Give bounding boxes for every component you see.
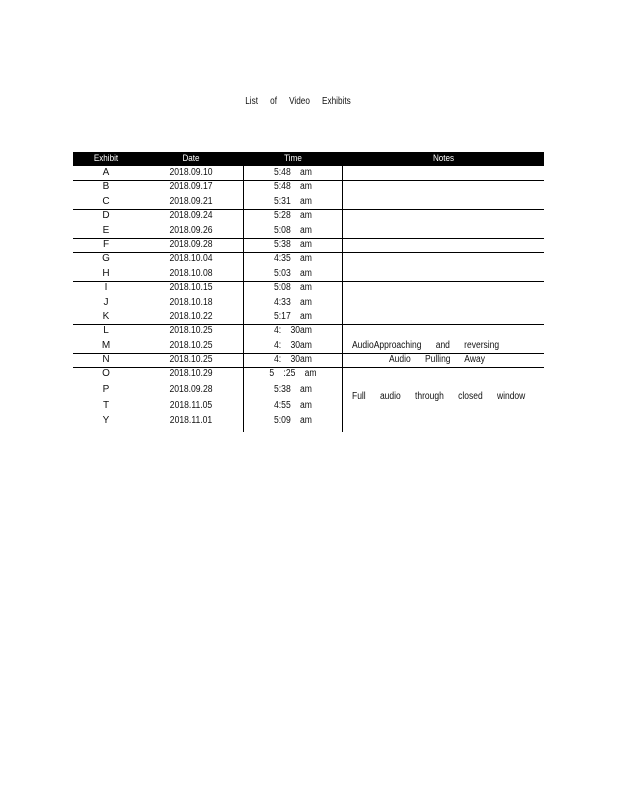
date-cell: 2018.10.25 — [169, 354, 213, 366]
exhibit-cell: A — [102, 167, 110, 178]
time-cell: 5:09 am — [274, 415, 312, 427]
table-row — [73, 310, 544, 324]
time-cell: 4:55 am — [274, 399, 312, 411]
row-group — [73, 353, 544, 367]
time-cell: 5:17 am — [274, 310, 312, 322]
date-cell: 2018.10.04 — [169, 253, 213, 265]
table-row — [73, 414, 544, 430]
date-cell: 2018.10.18 — [169, 296, 213, 308]
header-notes: Notes — [432, 153, 455, 164]
table-header — [73, 152, 544, 166]
notes-cell: Full audio through closed window — [352, 390, 526, 402]
exhibit-cell: E — [102, 224, 110, 236]
date-cell: 2018.09.24 — [169, 210, 213, 222]
date-cell: 2018.09.17 — [169, 181, 213, 193]
date-cell: 2018.11.01 — [169, 415, 213, 427]
exhibit-cell: K — [102, 310, 110, 322]
header-exhibit: Exhibit — [93, 153, 119, 164]
row-group — [73, 367, 544, 429]
time-cell: 5:38 am — [274, 238, 312, 250]
exhibit-cell: D — [102, 210, 110, 222]
table-row — [73, 367, 544, 383]
table-row — [73, 238, 544, 252]
exhibit-cell: N — [102, 354, 110, 366]
notes-cell: Audio Pulling Away — [389, 354, 485, 366]
time-cell: 4: 30am — [274, 325, 312, 337]
time-cell: 4: 30am — [274, 354, 312, 366]
time-cell: 5:48 am — [274, 167, 312, 178]
time-cell: 5:03 am — [274, 267, 312, 279]
row-group — [73, 324, 544, 353]
exhibit-cell: J — [103, 296, 109, 308]
notes-cell: AudioApproaching and reversing — [352, 339, 500, 351]
date-cell: 2018.10.25 — [169, 325, 213, 337]
column-divider-notes — [342, 166, 343, 432]
date-cell: 2018.10.22 — [169, 310, 213, 322]
row-group — [73, 209, 544, 238]
time-cell: 4: 30am — [274, 339, 312, 351]
exhibit-cell: B — [102, 181, 110, 193]
table-row — [73, 281, 544, 295]
time-cell: 4:33 am — [274, 296, 312, 308]
exhibit-cell: H — [102, 267, 110, 279]
exhibits-table — [73, 152, 544, 430]
exhibit-cell: C — [102, 195, 110, 207]
exhibit-cell: O — [102, 368, 110, 380]
table-row — [73, 224, 544, 238]
table-row — [73, 180, 544, 194]
table-row — [73, 296, 544, 310]
date-cell: 2018.09.28 — [169, 238, 213, 250]
exhibit-cell: Y — [102, 415, 110, 427]
exhibit-cell: T — [102, 399, 110, 411]
row-group — [73, 281, 544, 324]
time-cell: 4:35 am — [274, 253, 312, 265]
header-time: Time — [284, 153, 302, 164]
date-cell: 2018.10.15 — [169, 282, 213, 294]
date-cell: 2018.10.08 — [169, 267, 213, 279]
exhibit-cell: P — [102, 384, 110, 396]
page-title: List of Video Exhibits — [245, 96, 351, 107]
table-row — [73, 252, 544, 266]
exhibit-cell: G — [102, 253, 110, 265]
time-cell: 5:08 am — [274, 282, 312, 294]
time-cell: 5:48 am — [274, 181, 312, 193]
table-row — [73, 209, 544, 223]
date-cell: 2018.09.10 — [169, 167, 213, 178]
table-row — [73, 166, 544, 180]
exhibit-cell: M — [101, 339, 111, 351]
exhibit-cell: F — [102, 238, 110, 250]
table-body — [73, 166, 544, 430]
date-cell: 2018.09.26 — [169, 224, 213, 236]
time-cell: 5 :25 am — [269, 368, 317, 380]
row-group — [73, 180, 544, 209]
header-date: Date — [182, 153, 200, 164]
time-cell: 5:31 am — [274, 195, 312, 207]
date-cell: 2018.09.21 — [169, 195, 213, 207]
date-cell: 2018.10.29 — [169, 368, 213, 380]
row-group — [73, 238, 544, 252]
date-cell: 2018.09.28 — [169, 384, 213, 396]
row-group — [73, 166, 544, 180]
time-cell: 5:08 am — [274, 224, 312, 236]
table-row — [73, 195, 544, 209]
exhibit-cell: L — [103, 325, 109, 337]
time-cell: 5:28 am — [274, 210, 312, 222]
time-cell: 5:38 am — [274, 384, 312, 396]
exhibit-cell: I — [104, 282, 108, 294]
date-cell: 2018.11.05 — [169, 399, 213, 411]
row-group — [73, 252, 544, 281]
table-row — [73, 324, 544, 338]
column-divider-time — [243, 166, 244, 432]
table-row — [73, 267, 544, 281]
date-cell: 2018.10.25 — [169, 339, 213, 351]
